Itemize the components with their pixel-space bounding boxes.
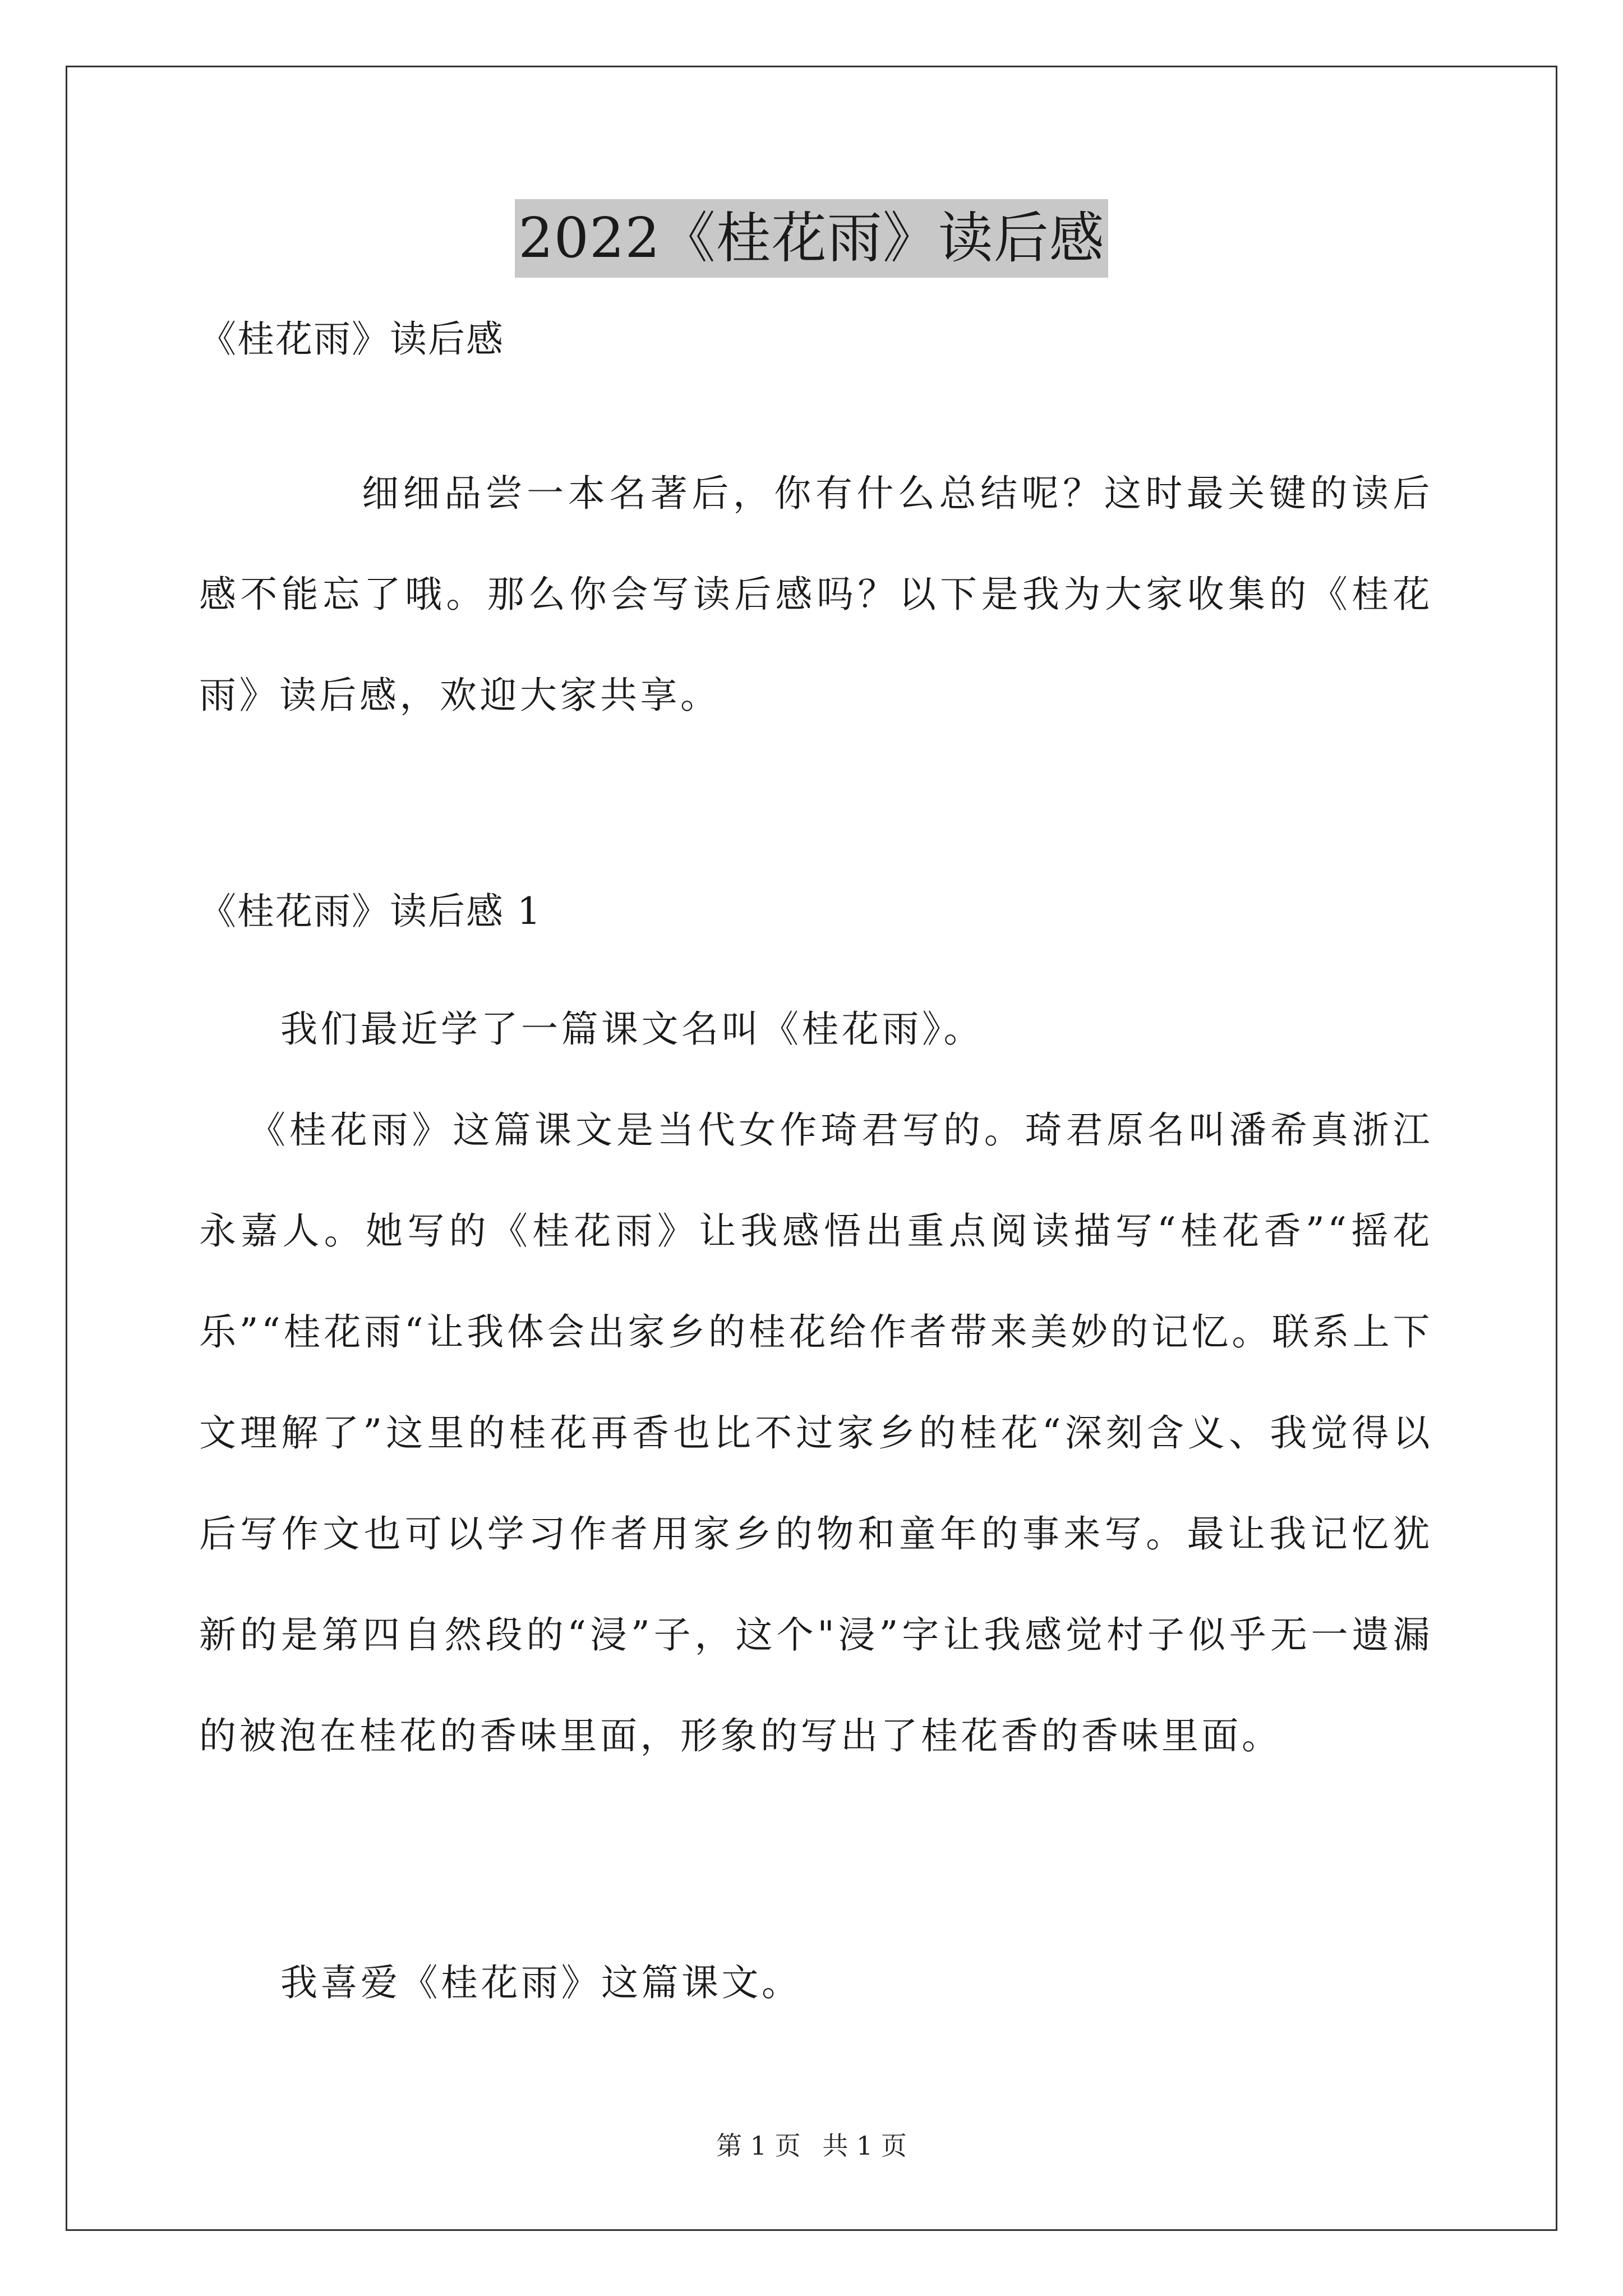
- title-container: [0, 199, 1623, 278]
- intro-paragraph: 细细品尝一本名著后，你有什么总结呢？这时最关键的读后感不能忘了哦。那么你会写读后感吗？以下是我为大家收集的《桂花雨》读后感，欢迎大家共享。: [199, 472, 1433, 717]
- document-title: 2022《桂花雨》读后感: [515, 199, 1108, 278]
- page-total: 共 1 页: [822, 2131, 907, 2161]
- body-paragraph-3: 我喜爱《桂花雨》这篇课文。: [280, 1961, 802, 2004]
- subtitle: 《桂花雨》读后感: [199, 318, 504, 361]
- body-paragraph-1: 我们最近学了一篇课文名叫《桂花雨》。: [280, 1007, 984, 1051]
- section-heading: 《桂花雨》读后感 1: [199, 890, 542, 933]
- body-paragraph-2: 《桂花雨》这篇课文是当代女作琦君写的。琦君原名叫潘希真浙江永嘉人。她写的《桂花雨》让我感悟出重点阅读描写“桂花香”“摇花乐”“桂花雨“让我体会出家乡的桂花给作者带来美妙的记忆。联系上下文理解了”这里的桂花再香也比不过家乡的桂花“深刻含义、我觉得以后写作文也可以学习作者用家乡的物和童年的事来写。最让我记忆犹新的是第四自然段的“浸”子，这个"浸”字让我感觉村子似乎无一遗漏的被泡在桂花的香味里面，形象的写出了桂花香的香味里面。: [199, 1108, 1433, 1757]
- page-number: 第 1 页: [716, 2131, 801, 2161]
- page-footer: [0, 2129, 1623, 2162]
